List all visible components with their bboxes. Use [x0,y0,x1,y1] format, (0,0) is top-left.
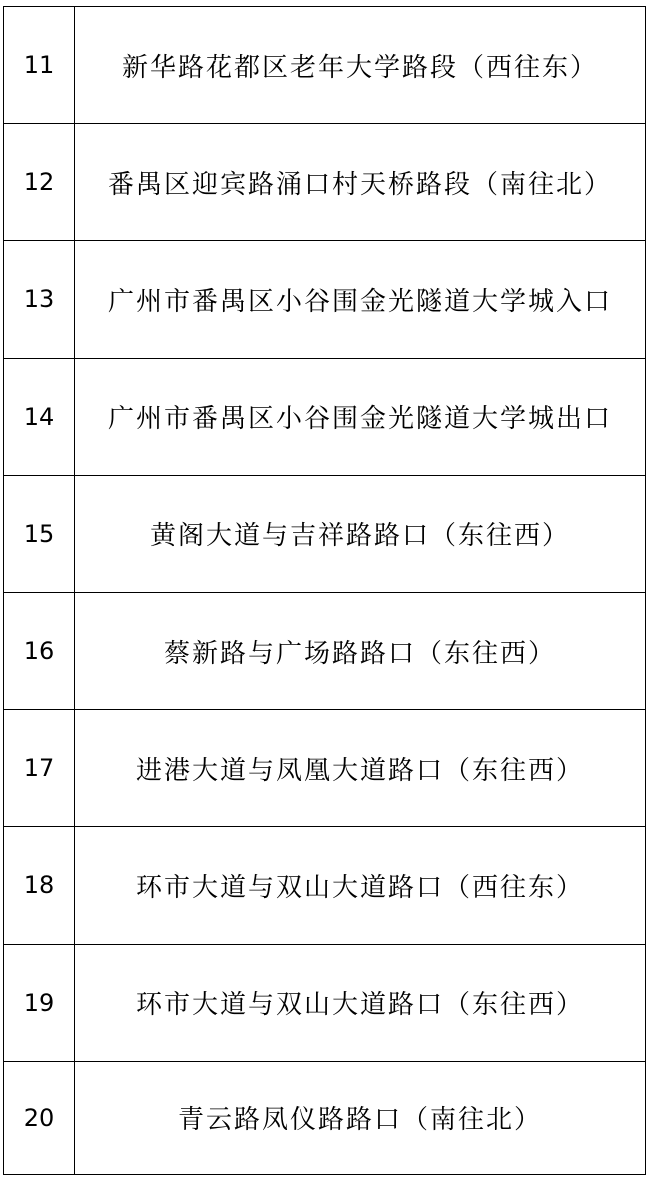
row-number: 12 [4,124,75,241]
location-table [3,6,646,1175]
row-number: 18 [4,827,75,944]
location-cell: 环市大道与双山大道路口（西往东） [75,827,646,944]
location-cell: 番禺区迎宾路涌口村天桥路段（南往北） [75,124,646,241]
table-row [4,827,646,944]
table-row [4,592,646,709]
location-cell: 广州市番禺区小谷围金光隧道大学城入口 [75,241,646,358]
row-number: 19 [4,944,75,1061]
location-cell: 蔡新路与广场路路口（东往西） [75,592,646,709]
location-cell: 进港大道与凤凰大道路口（东往西） [75,710,646,827]
row-number: 17 [4,710,75,827]
row-number: 15 [4,475,75,592]
table-row [4,358,646,475]
table-row [4,1061,646,1174]
row-number: 11 [4,7,75,124]
location-cell: 青云路凤仪路路口（南往北） [75,1061,646,1174]
table-row [4,475,646,592]
location-cell: 黄阁大道与吉祥路路口（东往西） [75,475,646,592]
table-row [4,241,646,358]
table-row [4,7,646,124]
location-cell: 新华路花都区老年大学路段（西往东） [75,7,646,124]
row-number: 14 [4,358,75,475]
row-number: 13 [4,241,75,358]
location-cell: 广州市番禺区小谷围金光隧道大学城出口 [75,358,646,475]
location-cell: 环市大道与双山大道路口（东往西） [75,944,646,1061]
row-number: 20 [4,1061,75,1174]
row-number: 16 [4,592,75,709]
table-row [4,710,646,827]
table-row [4,944,646,1061]
table-row [4,124,646,241]
